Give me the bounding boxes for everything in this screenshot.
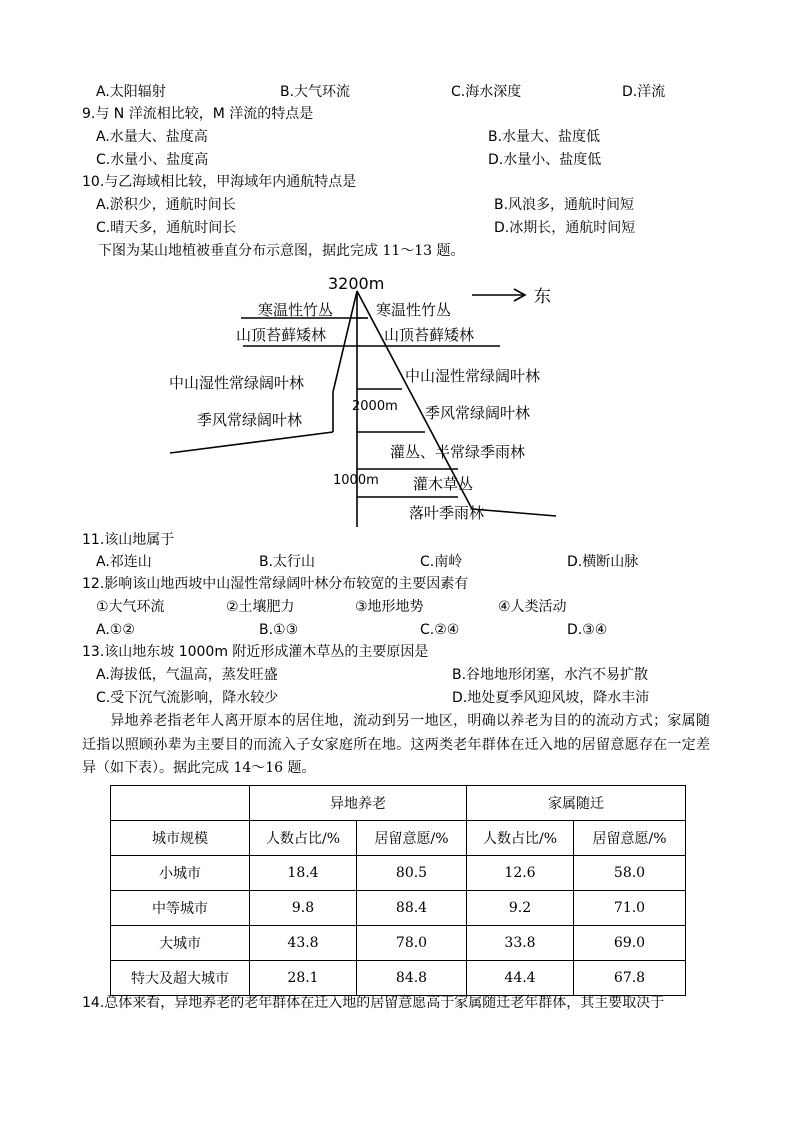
table-cell: 58.0 <box>574 856 686 891</box>
east-belt-deciduous-monsoon: 落叶季雨林 <box>409 504 485 522</box>
table-group-header: 家属随迁 <box>467 786 686 821</box>
east-belt-bamboo: 寒温性竹丛 <box>376 301 452 319</box>
table-cell: 80.5 <box>357 856 467 891</box>
east-belt-monsoon-broadleaf: 季风常绿阔叶林 <box>425 404 531 422</box>
q10-option-c: C.晴天多，通航时间长 <box>96 220 237 236</box>
table-cell: 67.8 <box>574 961 686 996</box>
table-row <box>111 961 686 996</box>
table-column-header: 人数占比/% <box>250 821 357 856</box>
west-slope-upper <box>333 291 357 392</box>
direction-label: 东 <box>534 287 551 307</box>
table-cell: 43.8 <box>250 926 357 961</box>
table-column-header: 居留意愿/% <box>574 821 686 856</box>
table-cell: 69.0 <box>574 926 686 961</box>
east-belt-shrub-semievergreen: 灌丛、半常绿季雨林 <box>390 443 526 461</box>
table-cell: 特大及超大城市 <box>111 961 250 996</box>
west-belt-humid-broadleaf: 中山湿性常绿阔叶林 <box>169 374 305 392</box>
q12-option-a: A.①② <box>96 622 135 638</box>
q11-option-c: C.南岭 <box>420 554 463 570</box>
table-row <box>111 926 686 961</box>
migration-table <box>110 785 686 996</box>
q9-option-d: D.水量小、盐度低 <box>488 152 602 168</box>
table-cell: 88.4 <box>357 891 467 926</box>
q9-option-b: B.水量大、盐度低 <box>488 129 601 145</box>
q10-option-a: A.淤积少，通航时间长 <box>96 197 236 213</box>
table-column-header: 居留意愿/% <box>357 821 467 856</box>
table-cell: 78.0 <box>357 926 467 961</box>
q13-option-c: C.受下沉气流影响，降水较少 <box>96 690 279 706</box>
west-slope-lower <box>170 432 333 453</box>
east-slope-foot <box>472 509 556 516</box>
q10-option-d: D.冰期长，通航时间短 <box>494 220 636 236</box>
east-belt-shrub-grass: 灌木草丛 <box>413 475 474 493</box>
intro-14-16 <box>82 710 710 781</box>
table-column-header: 城市规模 <box>111 821 250 856</box>
table-corner-cell <box>111 786 250 821</box>
q13-stem: 13.该山地东坡 1000m 附近形成灌木草丛的主要原因是 <box>82 644 429 660</box>
table-row <box>111 891 686 926</box>
west-belt-moss-forest: 山顶苔藓矮林 <box>236 326 327 344</box>
q8-option-c: C.海水深度 <box>451 84 522 100</box>
table-column-header: 人数占比/% <box>467 821 574 856</box>
q12-option-b: B.①③ <box>259 622 299 638</box>
q12-factor-4: ④人类活动 <box>498 599 567 615</box>
table-cell: 大城市 <box>111 926 250 961</box>
table-cell: 小城市 <box>111 856 250 891</box>
q8-option-d: D.洋流 <box>622 84 666 100</box>
q8-option-b: B.大气环流 <box>280 84 351 100</box>
q11-option-b: B.太行山 <box>259 554 316 570</box>
q11-option-d: D.横断山脉 <box>567 554 639 570</box>
intro-14-16-text: 异地养老指老年人离开原本的居住地，流动到另一地区，明确以养老为目的的流动方式；家属随迁指以照顾孙辈为主要目的而流入子女家庭所在地。这两类老年群体在迁入地的居留意愿存在一定差异（如下表）。据此完成 14～16 题。 <box>82 713 710 776</box>
table-cell: 33.8 <box>467 926 574 961</box>
q12-option-d: D.③④ <box>567 622 608 638</box>
q12-factor-3: ③地形地势 <box>355 599 424 615</box>
q12-stem: 12.影响该山地西坡中山湿性常绿阔叶林分布较宽的主要因素有 <box>82 576 469 592</box>
table-column-header-row <box>111 821 686 856</box>
elevation-2000-label: 2000m <box>352 399 398 414</box>
table-cell: 9.8 <box>250 891 357 926</box>
table-cell: 28.1 <box>250 961 357 996</box>
q10-option-b: B.风浪多，通航时间短 <box>494 197 635 213</box>
q9-stem: 9.与 N 洋流相比较，M 洋流的特点是 <box>82 106 314 122</box>
q9-option-a: A.水量大、盐度高 <box>96 129 208 145</box>
q10-stem: 10.与乙海域相比较，甲海域年内通航特点是 <box>82 174 357 190</box>
table-row <box>111 856 686 891</box>
q14-stem: 14.总体来看，异地养老的老年群体在迁入地的居留意愿高于家属随迁老年群体，其主要取决于 <box>82 995 665 1011</box>
east-belt-humid-broadleaf: 中山湿性常绿阔叶林 <box>405 367 541 385</box>
table-cell: 84.8 <box>357 961 467 996</box>
east-belt-moss-forest: 山顶苔藓矮林 <box>384 326 475 344</box>
peak-elevation-label: 3200m <box>328 274 385 293</box>
table-cell: 12.6 <box>467 856 574 891</box>
west-belt-monsoon-broadleaf: 季风常绿阔叶林 <box>197 411 303 429</box>
q12-factor-2: ②土壤肥力 <box>226 599 295 615</box>
table-cell: 18.4 <box>250 856 357 891</box>
q12-option-c: C.②④ <box>420 622 460 638</box>
q8-option-a: A.太阳辐射 <box>96 84 166 100</box>
q11-stem: 11.该山地属于 <box>82 532 175 548</box>
table-cell: 9.2 <box>467 891 574 926</box>
intro-11-13: 下图为某山地植被垂直分布示意图，据此完成 11～13 题。 <box>98 243 465 259</box>
west-belt-bamboo: 寒温性竹丛 <box>258 301 334 319</box>
q13-option-d: D.地处夏季风迎风坡，降水丰沛 <box>452 690 650 706</box>
table-group-header: 异地养老 <box>250 786 467 821</box>
vegetation-diagram <box>0 0 794 540</box>
table-cell: 44.4 <box>467 961 574 996</box>
table-group-header-row <box>111 786 686 821</box>
q13-option-a: A.海拔低，气温高，蒸发旺盛 <box>96 667 278 683</box>
table-cell: 71.0 <box>574 891 686 926</box>
q13-option-b: B.谷地地形闭塞，水汽不易扩散 <box>452 667 649 683</box>
q9-option-c: C.水量小、盐度高 <box>96 152 209 168</box>
elevation-1000-label: 1000m <box>333 473 379 488</box>
q11-option-a: A.祁连山 <box>96 554 152 570</box>
q12-factor-1: ①大气环流 <box>96 599 165 615</box>
table-cell: 中等城市 <box>111 891 250 926</box>
